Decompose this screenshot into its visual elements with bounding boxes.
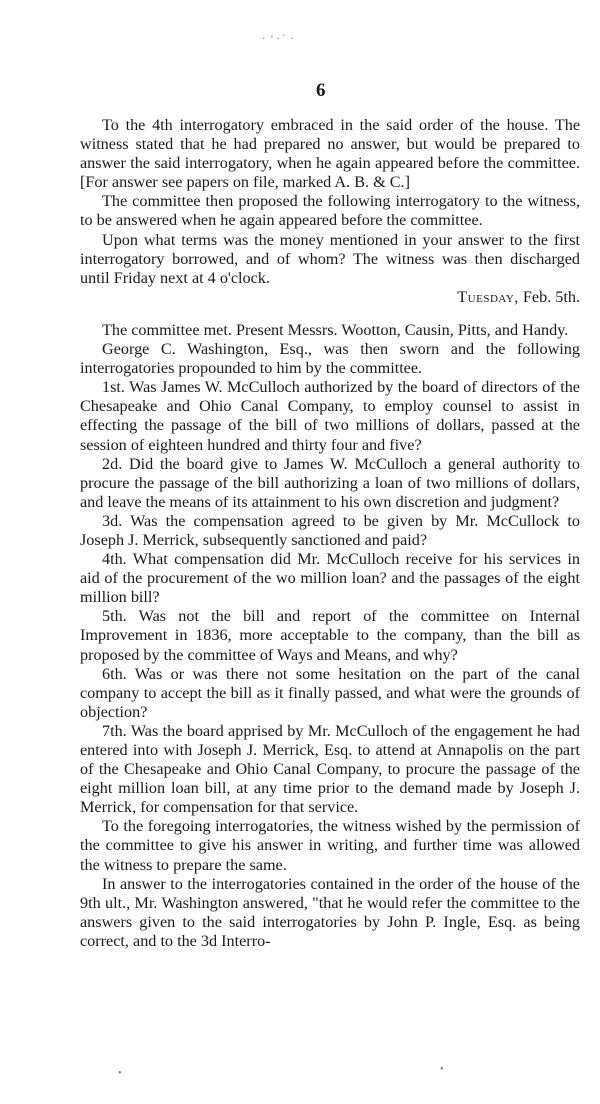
- paragraph: In answer to the interrogatories contained in the order of the house of the 9th ult., Mr. Washington answered, "that he would refer the committee to the answers given to the said interrogatories by John P. Ingle, Esq. as being correct, and to the 3d Interro-: [80, 874, 580, 950]
- page-number: 6: [316, 80, 326, 101]
- interrogatory-item: 2d. Did the board give to James W. McCulloch a general authority to procure the passage of the bill authorizing a loan of two millions of dollars, and leave the means of its attainment to his own discretion and judgment?: [80, 454, 580, 511]
- interrogatory-item: 6th. Was or was there not some hesitation on the part of the canal company to accept the bill as it finally passed, and what were the grounds of objection?: [80, 664, 580, 721]
- paragraph: The committee then proposed the following interrogatory to the witness, to be answered when he again appeared before the committee.: [80, 192, 580, 230]
- paragraph: The committee met. Present Messrs. Wootton, Causin, Pitts, and Handy.: [102, 320, 569, 339]
- paragraph: Upon what terms was the money mentioned in your answer to the first interrogatory borrowed, and of whom? The witness was then discharged until Friday next at 4 o'clock.: [80, 230, 580, 287]
- interrogatory-item: 1st. Was James W. McCulloch authorized by the board of directors of the Chesapeake and Ohio Canal Company, to employ counsel to assist in effecting the passage of the bill of two millions of dollars, passed at the session of eighteen hundred and thirty four and five?: [80, 378, 580, 454]
- interrogatory-item: 7th. Was the board apprised by Mr. McCulloch of the engagement he had entered into with Joseph J. Merrick, Esq. to attend at Annapolis on the part of the Chesapeake and Ohio Canal Company, to procure the passage of the eight million loan bill, at any time prior to the demand made by Joseph J. Merrick, for compensation for that service.: [80, 721, 580, 817]
- dateline-date: Feb. 5th.: [522, 287, 580, 306]
- dateline: [80, 288, 580, 307]
- body-text: [80, 116, 580, 951]
- paragraph: To the foregoing interrogatories, the witness wished by the permission of the committee to give his answer in writing, and further time was allowed the witness to prepare the same.: [80, 817, 580, 874]
- dateline-day: Tuesday,: [457, 287, 519, 306]
- interrogatory-item: 5th. Was not the bill and report of the committee on Internal Improvement in 1836, more acceptable to the company, than the bill as proposed by the committee of Ways and Means, and why?: [80, 607, 580, 664]
- ink-specks: •: [440, 1064, 444, 1075]
- interrogatory-item: 4th. What compensation did Mr. McCulloch receive for his services in aid of the procurement of the wo million loan? and the passages of the eight million bill?: [80, 550, 580, 607]
- paragraph: George C. Washington, Esq., was then sworn and the following interrogatories propounded to him by the committee.: [80, 340, 580, 378]
- ink-specks: •: [118, 1068, 122, 1079]
- ink-specks: · ‘ · ` ·: [262, 34, 294, 45]
- interrogatory-item: 3d. Was the compensation agreed to be given by Mr. McCullock to Joseph J. Merrick, subsequently sanctioned and paid?: [80, 511, 580, 549]
- paragraph: To the 4th interrogatory embraced in the said order of the house. The witness stated that he had prepared no answer, but would be prepared to answer the said interrogatory, when he again appeared before the committee. [For answer see papers on file, marked A. B. & C.]: [80, 116, 580, 192]
